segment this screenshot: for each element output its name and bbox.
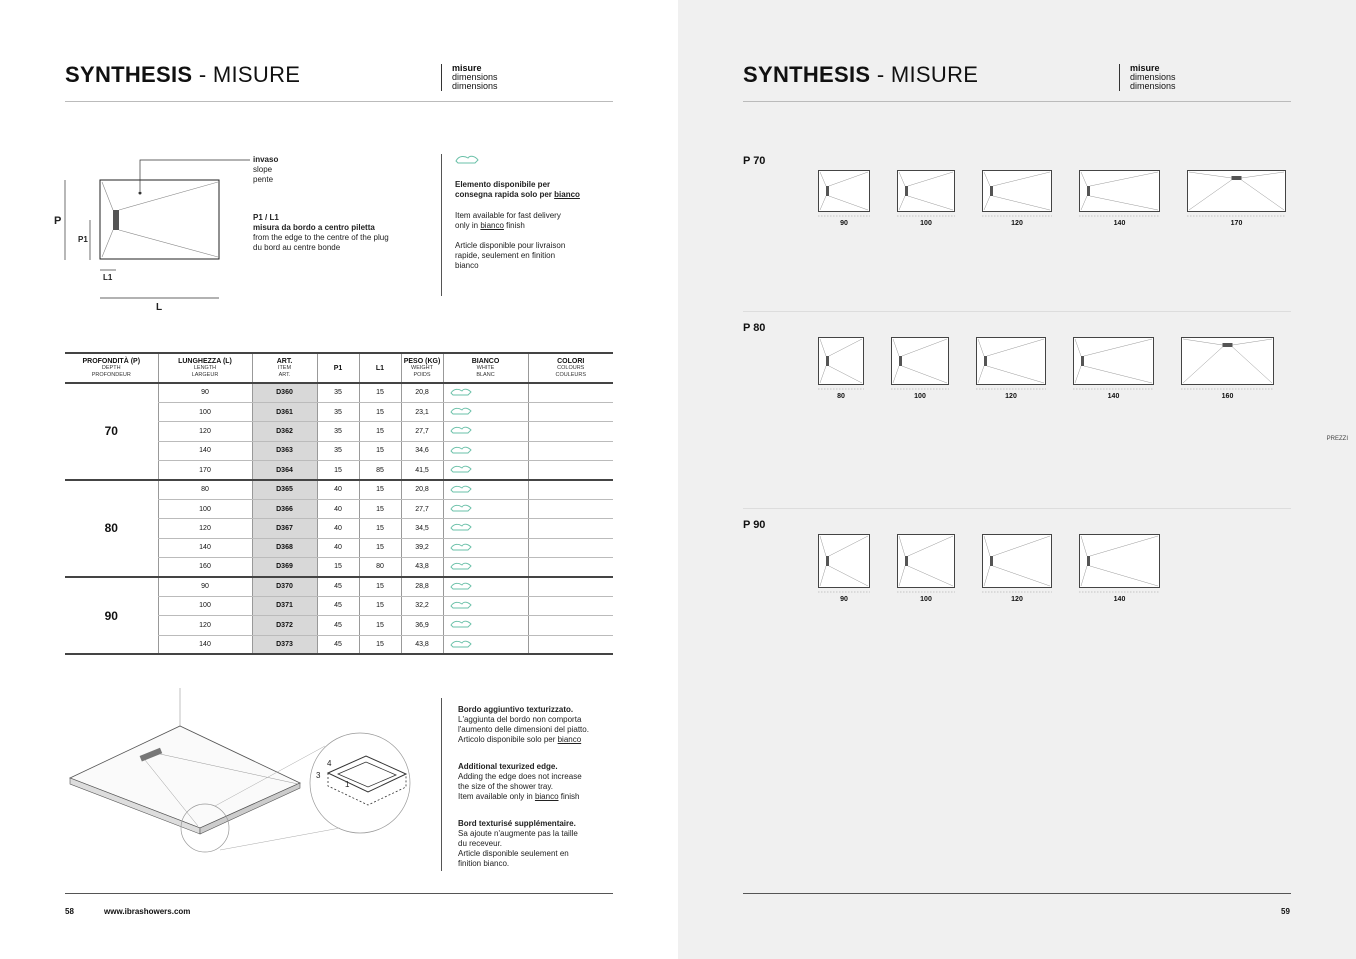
fast-delivery-icon: [450, 619, 472, 629]
colori-cell: [528, 616, 613, 635]
fast-delivery-icon: [450, 425, 472, 435]
colori-cell: [528, 577, 613, 596]
tray-length-label: 170: [1230, 220, 1243, 227]
tray-thumbnail: [1073, 337, 1154, 391]
cell-art: D371: [252, 596, 317, 615]
header-divider-right: [743, 101, 1291, 102]
tray-thumbnail: [1181, 337, 1274, 391]
delivery-note: Elemento disponibile per consegna rapida solo per bianco Item available for fast delivery only in bianco finish Article disponible pour livraison rapide, seulement en finition bianco: [455, 180, 580, 270]
depth-cell: 80: [65, 480, 158, 577]
cell-l1: 15: [359, 480, 401, 499]
fast-delivery-icon: [450, 464, 472, 474]
edge-dim-3: 3: [316, 771, 321, 780]
cell-l1: 15: [359, 441, 401, 460]
cell-art: D373: [252, 635, 317, 654]
tray-length-label: 90: [840, 220, 848, 227]
cell-p1: 35: [317, 422, 359, 441]
label-l: L: [156, 302, 163, 313]
cell-l: 90: [158, 577, 252, 596]
cell-l: 100: [158, 402, 252, 421]
cell-l1: 15: [359, 519, 401, 538]
tray-thumbnail: [1079, 534, 1160, 594]
cell-l1: 15: [359, 383, 401, 402]
cell-p1: 35: [317, 402, 359, 421]
edge-dim-4: 4: [327, 759, 332, 768]
prezzi-tab[interactable]: PREZZI: [1326, 436, 1348, 442]
edge-dim-1: 1: [345, 780, 350, 789]
cell-l1: 15: [359, 596, 401, 615]
cell-art: D368: [252, 538, 317, 557]
fast-delivery-icon: [450, 522, 472, 532]
row-divider-1: [743, 311, 1291, 312]
cell-l1: 15: [359, 635, 401, 654]
label-l1: L1: [103, 273, 113, 282]
right-page: [678, 0, 1356, 959]
page-title-right: SYNTHESIS - MISURE: [743, 62, 979, 87]
colori-cell: [528, 402, 613, 421]
cell-art: D365: [252, 480, 317, 499]
invaso-note: invaso slope pente: [253, 155, 279, 184]
tray-length-label: 140: [1113, 220, 1126, 227]
cell-kg: 39,2: [401, 538, 443, 557]
label-p: P: [54, 215, 62, 227]
cell-kg: 43,8: [401, 558, 443, 577]
fast-delivery-icon: [450, 387, 472, 397]
footer-divider-right: [743, 893, 1291, 894]
tray-thumbnail: [982, 170, 1052, 218]
table-header-cell: L1: [359, 353, 401, 383]
tray-length-label: 120: [1011, 220, 1023, 227]
header-divider-left: [65, 101, 613, 102]
cell-art: D372: [252, 616, 317, 635]
bianco-cell: [443, 538, 528, 557]
tray-thumbnail: [818, 170, 870, 218]
fast-delivery-icon: [450, 600, 472, 610]
table-row: [65, 577, 613, 596]
dimensions-label-left: misure dimensions dimensions: [441, 64, 498, 91]
footer-divider-left: [65, 893, 613, 894]
tray-thumbnail: [897, 534, 955, 594]
tray-length-label: 100: [920, 596, 932, 603]
table-header-cell: PROFONDITÀ (P) DEPTH PROFONDEUR: [65, 353, 158, 383]
delivery-divider: [441, 154, 442, 296]
bianco-cell: [443, 596, 528, 615]
cell-l1: 80: [359, 558, 401, 577]
cell-l: 100: [158, 596, 252, 615]
depth-row-label: P 70: [743, 155, 766, 167]
cell-l: 80: [158, 480, 252, 499]
cell-art: D360: [252, 383, 317, 402]
cell-kg: 23,1: [401, 402, 443, 421]
cell-l: 140: [158, 538, 252, 557]
tray-thumbnail: [818, 337, 864, 391]
colori-cell: [528, 480, 613, 499]
cell-l: 140: [158, 441, 252, 460]
cell-l1: 15: [359, 422, 401, 441]
table-row: [65, 383, 613, 402]
bianco-cell: [443, 558, 528, 577]
bianco-cell: [443, 422, 528, 441]
cell-art: D366: [252, 499, 317, 518]
fast-delivery-icon: [450, 639, 472, 649]
depth-cell: 70: [65, 383, 158, 480]
cell-l: 100: [158, 499, 252, 518]
cell-l1: 85: [359, 461, 401, 480]
bianco-cell: [443, 616, 528, 635]
dimensions-label-right: misure dimensions dimensions: [1119, 64, 1176, 91]
bianco-cell: [443, 499, 528, 518]
colori-cell: [528, 383, 613, 402]
cell-kg: 34,6: [401, 441, 443, 460]
cell-p1: 15: [317, 461, 359, 480]
tray-length-label: 100: [914, 393, 926, 400]
tray-length-label: 120: [1005, 393, 1017, 400]
cell-l: 170: [158, 461, 252, 480]
tray-thumbnail: [891, 337, 949, 391]
label-p1: P1: [78, 235, 88, 244]
bianco-cell: [443, 519, 528, 538]
cell-art: D370: [252, 577, 317, 596]
colori-cell: [528, 538, 613, 557]
cell-art: D361: [252, 402, 317, 421]
cell-l1: 15: [359, 538, 401, 557]
tray-thumbnail: [897, 170, 955, 218]
cell-art: D362: [252, 422, 317, 441]
cell-l: 120: [158, 422, 252, 441]
bianco-cell: [443, 441, 528, 460]
bianco-cell: [443, 577, 528, 596]
depth-cell: 90: [65, 577, 158, 655]
website-link[interactable]: www.ibrashowers.com: [104, 907, 191, 916]
cell-l: 120: [158, 616, 252, 635]
cell-p1: 35: [317, 441, 359, 460]
colori-cell: [528, 461, 613, 480]
cell-kg: 32,2: [401, 596, 443, 615]
cell-p1: 40: [317, 519, 359, 538]
textured-edge-illustration: [60, 688, 420, 858]
colori-cell: [528, 596, 613, 615]
cell-l1: 15: [359, 499, 401, 518]
fast-delivery-icon: [450, 581, 472, 591]
bianco-cell: [443, 461, 528, 480]
table-header-cell: LUNGHEZZA (L) LENGTH LARGEUR: [158, 353, 252, 383]
p1-l1-note: P1 / L1 misura da bordo a centro piletta from the edge to the centre of the plug du bord au centre bonde: [253, 213, 389, 252]
cell-kg: 27,7: [401, 422, 443, 441]
cell-p1: 40: [317, 480, 359, 499]
fast-delivery-icon: [450, 542, 472, 552]
table-header-cell: COLORI COLOURS COULEURS: [528, 353, 613, 383]
cell-p1: 45: [317, 577, 359, 596]
bianco-cell: [443, 402, 528, 421]
cell-l: 90: [158, 383, 252, 402]
cell-l: 140: [158, 635, 252, 654]
colori-cell: [528, 635, 613, 654]
tray-length-label: 140: [1113, 596, 1126, 603]
cell-p1: 45: [317, 635, 359, 654]
fast-delivery-icon: [450, 406, 472, 416]
colori-cell: [528, 519, 613, 538]
cell-kg: 43,8: [401, 635, 443, 654]
tray-length-label: 160: [1221, 393, 1234, 400]
tray-thumbnail: [1079, 170, 1160, 218]
cell-l1: 15: [359, 577, 401, 596]
cell-p1: 45: [317, 596, 359, 615]
cell-art: D367: [252, 519, 317, 538]
tray-thumbnail: [976, 337, 1046, 391]
tray-length-label: 100: [920, 220, 932, 227]
edge-divider: [441, 698, 442, 871]
edge-note: Bordo aggiuntivo texturizzato. L'aggiunta del bordo non comporta l'aumento delle dimensioni del piatto. Articolo disponibile solo per bianco Additional texurized edge. Adding the edge does not increase the size of the shower tray. Item available only in bianco finish Bord texturisé supplémentaire. Sa ajoute n'augmente pas la taille du receveur. Article disponible seulement en finition bianco.: [458, 705, 589, 868]
page-number-left: 58: [65, 907, 74, 916]
bianco-cell: [443, 383, 528, 402]
tray-thumbnail: [982, 534, 1052, 594]
cell-l: 160: [158, 558, 252, 577]
table-header-cell: P1: [317, 353, 359, 383]
cell-kg: 20,8: [401, 480, 443, 499]
cell-p1: 15: [317, 558, 359, 577]
cell-p1: 45: [317, 616, 359, 635]
fast-delivery-icon: [450, 445, 472, 455]
cell-l1: 15: [359, 402, 401, 421]
page-title-left: SYNTHESIS - MISURE: [65, 62, 301, 87]
table-header-cell: ART. ITEM ART.: [252, 353, 317, 383]
cell-p1: 40: [317, 499, 359, 518]
tray-length-label: 120: [1011, 596, 1023, 603]
table-header-cell: BIANCO WHITE BLANC: [443, 353, 528, 383]
cell-kg: 41,5: [401, 461, 443, 480]
table-header-cell: PESO (KG) WEIGHT POIDS: [401, 353, 443, 383]
cell-kg: 28,8: [401, 577, 443, 596]
bianco-cell: [443, 635, 528, 654]
colori-cell: [528, 441, 613, 460]
fast-delivery-icon: [455, 154, 479, 166]
cell-kg: 36,9: [401, 616, 443, 635]
cell-art: D363: [252, 441, 317, 460]
fast-delivery-icon: [450, 561, 472, 571]
cell-l1: 15: [359, 616, 401, 635]
row-divider-2: [743, 508, 1291, 509]
tray-length-label: 80: [837, 393, 845, 400]
page-number-right: 59: [1281, 907, 1290, 916]
cell-l: 120: [158, 519, 252, 538]
cell-p1: 40: [317, 538, 359, 557]
tray-thumbnail: [1187, 170, 1286, 218]
colori-cell: [528, 558, 613, 577]
colori-cell: [528, 499, 613, 518]
cell-p1: 35: [317, 383, 359, 402]
cell-art: D364: [252, 461, 317, 480]
bianco-cell: [443, 480, 528, 499]
tray-thumbnail: [818, 534, 870, 594]
fast-delivery-icon: [450, 484, 472, 494]
cell-kg: 20,8: [401, 383, 443, 402]
tray-length-label: 90: [840, 596, 848, 603]
depth-row-label: P 90: [743, 519, 766, 531]
cell-art: D369: [252, 558, 317, 577]
depth-row-label: P 80: [743, 322, 766, 334]
table-row: [65, 480, 613, 499]
spec-table: [65, 352, 613, 655]
cell-kg: 34,5: [401, 519, 443, 538]
colori-cell: [528, 422, 613, 441]
tray-length-label: 140: [1107, 393, 1120, 400]
fast-delivery-icon: [450, 503, 472, 513]
cell-kg: 27,7: [401, 499, 443, 518]
